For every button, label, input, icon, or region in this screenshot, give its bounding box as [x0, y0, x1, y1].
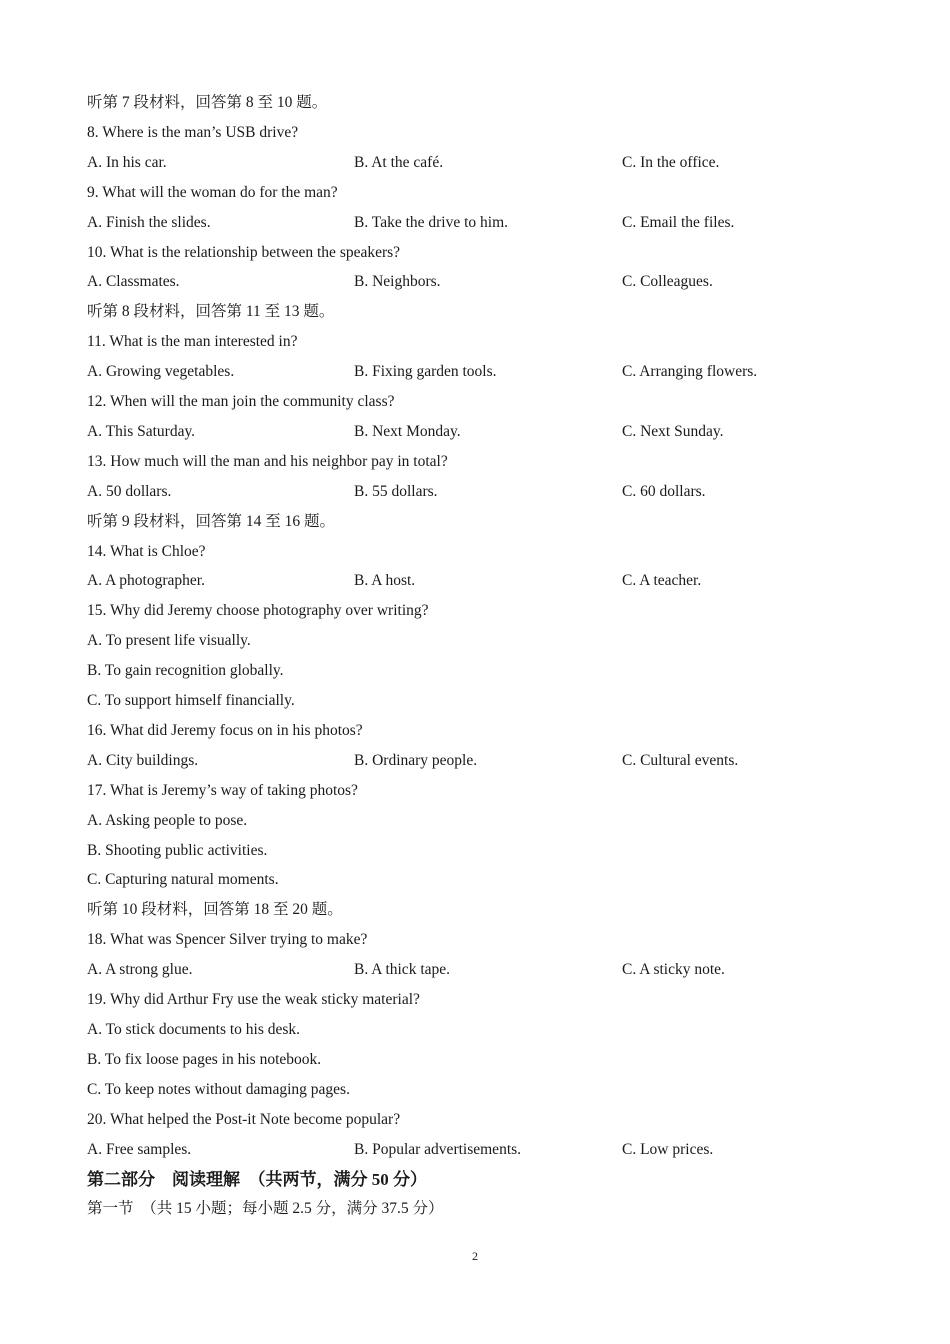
option-c: C. In the office.: [622, 154, 720, 171]
text-line: 15. Why did Jeremy choose photography over writing?: [87, 602, 429, 619]
text-line: 9. What will the woman do for the man?: [87, 184, 338, 201]
text-line: 听第 7 段材料，回答第 8 至 10 题。: [87, 94, 328, 111]
option-c: C. 60 dollars.: [622, 483, 706, 500]
option-b: B. Popular advertisements.: [354, 1141, 522, 1158]
text-line: 听第 10 段材料，回答第 18 至 20 题。: [87, 901, 343, 918]
option-a: A. City buildings.: [87, 752, 199, 769]
option-a: A. Classmates.: [87, 273, 180, 290]
option-c: C. A teacher.: [622, 572, 702, 589]
text-line: C. To support himself financially.: [87, 692, 295, 709]
text-line: A. To stick documents to his desk.: [87, 1021, 301, 1038]
text-line: B. Shooting public activities.: [87, 842, 268, 859]
text-line: A. To present life visually.: [87, 632, 251, 649]
option-b: B. Neighbors.: [354, 273, 441, 290]
text-line: C. To keep notes without damaging pages.: [87, 1081, 350, 1098]
option-c: C. Low prices.: [622, 1141, 714, 1158]
page-number: 2: [472, 1249, 478, 1263]
option-a: A. Growing vegetables.: [87, 363, 235, 380]
option-c: C. Cultural events.: [622, 752, 739, 769]
text-line: 11. What is the man interested in?: [87, 333, 298, 350]
option-a: A. A photographer.: [87, 572, 205, 589]
text-line: 16. What did Jeremy focus on in his photos?: [87, 722, 363, 739]
text-line: 20. What helped the Post-it Note become popular?: [87, 1111, 401, 1128]
option-b: B. A host.: [354, 572, 416, 589]
option-b: B. Next Monday.: [354, 423, 461, 440]
text-line: 12. When will the man join the community class?: [87, 393, 395, 410]
option-c: C. Arranging flowers.: [622, 363, 758, 380]
option-a: A. 50 dollars.: [87, 483, 172, 500]
text-line: 10. What is the relationship between the speakers?: [87, 244, 401, 261]
option-a: A. Finish the slides.: [87, 214, 211, 231]
text-line: 听第 9 段材料，回答第 14 至 16 题。: [87, 513, 336, 530]
text-line: 听第 8 段材料，回答第 11 至 13 题。: [87, 303, 335, 320]
option-b: B. Fixing garden tools.: [354, 363, 497, 380]
option-c: C. Email the files.: [622, 214, 735, 231]
option-b: B. 55 dollars.: [354, 483, 438, 500]
part-title: 第二部分 阅读理解 （共两节，满分 50 分）: [87, 1170, 427, 1189]
text-line: A. Asking people to pose.: [87, 812, 248, 829]
option-b: B. Take the drive to him.: [354, 214, 509, 231]
text-line: 14. What is Chloe?: [87, 543, 206, 560]
option-b: B. Ordinary people.: [354, 752, 478, 769]
option-a: A. This Saturday.: [87, 423, 196, 440]
option-a: A. A strong glue.: [87, 961, 193, 978]
text-line: 19. Why did Arthur Fry use the weak sticky material?: [87, 991, 420, 1008]
text-line: 17. What is Jeremy’s way of taking photos?: [87, 782, 358, 799]
option-c: C. Next Sunday.: [622, 423, 724, 440]
option-c: C. Colleagues.: [622, 273, 713, 290]
text-line: B. To fix loose pages in his notebook.: [87, 1051, 322, 1068]
text-line: 18. What was Spencer Silver trying to make?: [87, 931, 368, 948]
option-a: A. Free samples.: [87, 1141, 192, 1158]
section-title: 第一节 （共 15 小题；每小题 2.5 分，满分 37.5 分）: [87, 1200, 444, 1217]
option-c: C. A sticky note.: [622, 961, 725, 978]
text-line: 13. How much will the man and his neighbor pay in total?: [87, 453, 448, 470]
option-b: B. At the café.: [354, 154, 444, 171]
option-a: A. In his car.: [87, 154, 167, 171]
text-line: 8. Where is the man’s USB drive?: [87, 124, 299, 141]
option-b: B. A thick tape.: [354, 961, 451, 978]
text-line: B. To gain recognition globally.: [87, 662, 284, 679]
text-line: C. Capturing natural moments.: [87, 871, 279, 888]
